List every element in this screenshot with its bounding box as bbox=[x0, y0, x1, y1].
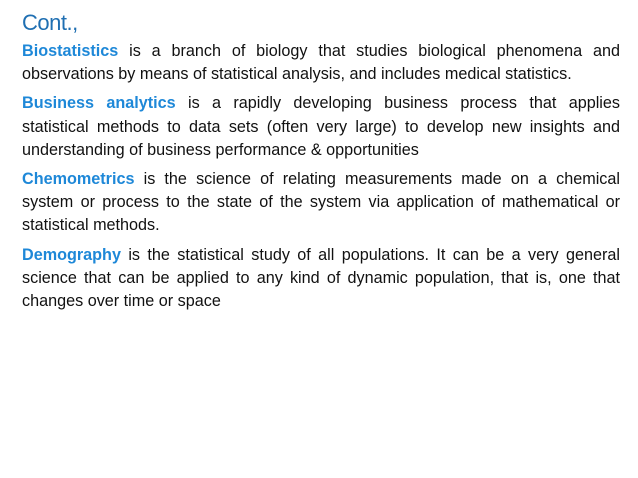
slide-title: Cont., bbox=[22, 10, 78, 35]
definition-demography: is the statistical study of all populations. It can be a very general science that can be applied to any kind of dynamic population, that is, one that changes over time or space bbox=[22, 245, 620, 311]
paragraph-biostatistics bbox=[22, 40, 620, 86]
definition-biostatistics: is a branch of biology that studies biological phenomena and observations by means of statistical analysis, and includes medical statistics. bbox=[22, 42, 620, 84]
term-biostatistics: Biostatistics bbox=[22, 42, 119, 60]
paragraph-demography bbox=[22, 244, 620, 314]
term-business-analytics: Business analytics bbox=[22, 94, 176, 113]
definition-business-analytics: is a rapidly developing business process that applies statistical methods to data sets (often very large) to develop new insights and understanding of business performance & opportunities bbox=[22, 94, 621, 159]
term-demography: Demography bbox=[22, 245, 121, 264]
paragraph-chemometrics bbox=[22, 168, 620, 238]
definition-chemometrics: is the science of relating measurements made on a chemical system or process to the state of the system via application of mathematical or statistical methods. bbox=[22, 170, 620, 235]
paragraph-business-analytics bbox=[22, 92, 620, 162]
slide-body bbox=[22, 40, 620, 319]
term-chemometrics: Chemometrics bbox=[22, 170, 135, 189]
